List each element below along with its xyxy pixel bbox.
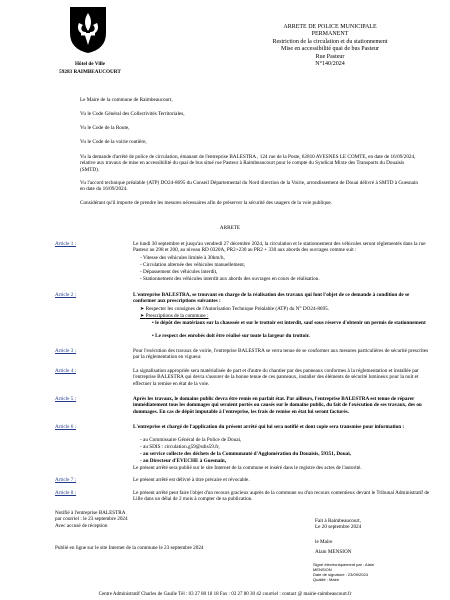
publication-line: Publié en ligne sur le site Internet de la commune le 23 septembre 2024 — [55, 545, 204, 551]
article-5-label: Article 5 : — [55, 396, 77, 402]
article-1-bullet: - Stationnement des véhicules interdit aux abords des ouvrages en cours de réalisation. — [140, 276, 320, 282]
sig-line: MENSION — [313, 567, 332, 572]
mayor-name: Alain MENSION — [315, 548, 352, 555]
title-block — [250, 24, 410, 68]
sig-line: Date de signature : 23/09/2024 — [313, 572, 368, 577]
article-6-label: Article 6 : — [55, 424, 77, 430]
preamble-considering: Considérant qu'il importe de prendre les mesures nécessaires afin de préserver la sécurité des usagers de la voie publique. — [80, 200, 333, 206]
signature-block — [315, 518, 435, 555]
article-6-bullet: - au SDIS : circulation.g59@sdis59.fr, — [140, 444, 220, 450]
footer-contact: Centre Administratif Charles de Gaulle Tél : 03 27 80 18 18 Fax : 03 27 80 30 42 courriel : contact @ mairie-raimbeaucourt.fr — [98, 592, 352, 597]
article-6-text: L'entreprise et chargé de l'application du présent arrêté qui lui sera notifié et dont copie sera transmise pour information : — [133, 424, 405, 430]
sig-line: Qualité : Maire — [313, 577, 340, 582]
bullet-text: Le respect des enrobés doit être réalisé sur toute la largeur du trottoir. — [155, 333, 310, 339]
bullet-text: Dépassement des véhicules interdit, — [143, 269, 218, 275]
bullet-text: au Directeur d'EVECHE à Guesnain, — [143, 458, 226, 464]
electronic-signature — [313, 562, 433, 582]
article-6-bullet: - au Commissaire Général de la Police de Douai, — [140, 437, 242, 443]
email-line: par courriel : le 23 septembre 2024 — [55, 516, 128, 523]
article-2-sub-bullet: • Le respect des enrobés doit être réalisé sur toute la largeur du trottoir. — [152, 333, 310, 339]
bullet-text: Respecter les consignes de l'Autorisation Technique Préalable (ATP) du N° DO24-8695. — [145, 306, 330, 312]
bullet-text: le dépôt des matériaux sur la chaussée et sur le trottoir est interdit, sauf sous réserve d'obtenir un permis de stationnement — [155, 320, 426, 326]
article-6-publication: Le présent arrêté sera publié sur le site Internet de la commune et inséré dans le registre des actes de l'autorité. — [133, 465, 362, 471]
article-6-bullet: - au Directeur d'EVECHE à Guesnain, — [140, 458, 226, 464]
town-address: 59283 RAIMBEAUCOURT — [59, 69, 121, 75]
arrete-heading: ARRETE — [219, 225, 241, 231]
article-6-bullet: - au service collecte des déchets de la Communauté d'Agglomération du Douaisis, 59351, Douai, — [140, 451, 351, 457]
notified-line: Notifié à l'entreprise BALESTRA — [55, 510, 126, 516]
article-2-text: L'entreprise BALESTRA, se trouvant en charge de la réalisation des travaux qui font l'objet de ce demande à condition de se conformer aux prescriptions suivantes : — [133, 292, 410, 305]
article-1-bullet: - Circulation alternée des véhicules manuellement, — [140, 262, 246, 268]
article-2-bullet: ➤ Prescriptions de la commune : — [140, 313, 209, 319]
article-8-label: Article 8 : — [55, 490, 77, 496]
receipt-line: Avec accusé de réception — [55, 522, 108, 529]
bullet-text: Vitesse des véhicules limitée à 30km/h, — [142, 255, 225, 261]
sig-line: Signé électroniquement par : Alain — [313, 562, 374, 567]
article-5-text: Après les travaux, le domaine public devra être remis en parfait état. Par ailleurs, l'entreprise BALESTRA est tenue de réparer immédiatement tous les dommages qui seraient portés ou causés sur le domaine public, du fait de l'exécution de ses travaux, des ou dommages. En cas de dépôt imputable à l'entreprise, les frais de remise en état lui seront facturés. — [133, 396, 422, 415]
article-4-label: Article 4 : — [55, 368, 77, 374]
preamble-request: Vu la demande d'arrêté de police de circulation, émanant de l'entreprise BALESTRA , 124 rue de la Poste, 62810 AVESNES LE COMTE, en date de 16/09/2024, relative aux travaux de mise en accessibilité du quai de bus situé rue Pasteur à Raimbeaucourt pour le compte du Syndicat Mixte des Transports du Douaisis (SMTD). — [80, 154, 416, 173]
article-3-text: Pour l'exécution des travaux de voirie, l'entreprise BALESTRA se verra tenue de se conformer aux mesures particulières de sécurité prescrites par la réglementation en vigueur. — [133, 348, 429, 361]
article-8-text: Le présent arrêté peut faire l'objet d'un recours gracieux auprès de la commune ou d'un recours contentieux devant le Tribunal Administratif de Lille dans un délai de 2 mois à compter de sa publication. — [133, 490, 430, 503]
bullet-text: au Commissaire Général de la Police de Douai, — [143, 437, 242, 443]
date-line: Le 20 septembre 2024 — [315, 524, 362, 531]
preamble-atp: Vu l'accord technique préalable (ATP) DO24-8695 du Conseil Départemental du Nord direction de la Voirie, arrondissement de Douai délivré à SMTD à Guesnain en date du 16/09/2024. — [80, 180, 418, 193]
notification-block — [55, 510, 235, 529]
article-1-bullet: - Vitesse des véhicules limitée à 30km/h, — [140, 255, 225, 261]
preamble-mayor: Le Maire de la commune de Raimbeaucourt, — [80, 97, 173, 103]
article-4-text: La signalisation appropriée sera matérialisée de part et d'autre du chantier par des panneaux conformes à la réglementation et installée par l'entreprise BALESTRA qui devra s'assurer de la bonne tenue de ces panneaux, installer des éléments de sécurité lumineux pour la nuit et effectuer la remise en état de la voie. — [133, 368, 419, 387]
bullet-text: Circulation alternée des véhicules manuellement, — [143, 262, 246, 268]
article-7-label: Article 7 : — [55, 477, 77, 483]
title-line: Rue Pasteur — [315, 53, 345, 60]
title-line: Restriction de la circulation et du stationnement — [272, 38, 388, 45]
title-line: N°140/2024 — [315, 61, 345, 68]
article-1-bullet: - Dépassement des véhicules interdit, — [140, 269, 218, 275]
preamble-voirie: Vu le Code de la voirie routière, — [80, 139, 147, 145]
title-line: PERMANENT — [311, 31, 349, 38]
article-7-text: Le présent arrêté est délivré à titre précaire et révocable. — [133, 477, 250, 483]
article-2-label: Article 2 : — [55, 292, 77, 298]
article-2-bullet: ➤ Respecter les consignes de l'Autorisation Technique Préalable (ATP) du N° DO24-8695. — [140, 306, 330, 312]
town-hall-label: Hôtel de Ville — [75, 61, 105, 67]
bullet-text: Prescriptions de la commune : — [145, 313, 209, 319]
crest-icon — [68, 5, 108, 55]
article-1-label: Article 1 : — [55, 241, 77, 247]
preamble-route: Vu le Code de la Route, — [80, 125, 130, 131]
title-line: ARRETE DE POLICE MUNICIPALE — [283, 24, 377, 30]
preamble-cgct: Vu le Code Général des Collectivités Territoriales, — [80, 111, 185, 117]
article-1-text: Le lundi 30 septembre et jusqu'au vendredi 27 décembre 2024, la circulation et le stationnement des véhicules seront réglementés dans la rue Pasteur au 298 et 200, au niveau RD 0320A, PR2+230 au PR2 + 330 aux abords des ouvrages comme suit : — [133, 241, 426, 254]
bullet-text: au SDIS : circulation.g59@sdis59.fr, — [143, 444, 220, 450]
bullet-text: au service collecte des déchets de la Communauté d'Agglomération du Douaisis, 59351, Douai, — [143, 451, 351, 457]
place-line: Fait à Raimbeaucourt, — [315, 518, 361, 524]
article-3-label: Article 3 : — [55, 348, 77, 354]
title-line: Mise en accessibilité quai de bus Pasteur — [281, 46, 379, 53]
bullet-text: Stationnement des véhicules interdit aux abords des ouvrages en cours de réalisation. — [143, 276, 320, 282]
article-2-sub-bullet: • le dépôt des matériaux sur la chaussée et sur le trottoir est interdit, sauf sous réserve d'obtenir un permis de stationnement — [152, 320, 426, 326]
mayor-label: le Maire — [315, 538, 333, 545]
